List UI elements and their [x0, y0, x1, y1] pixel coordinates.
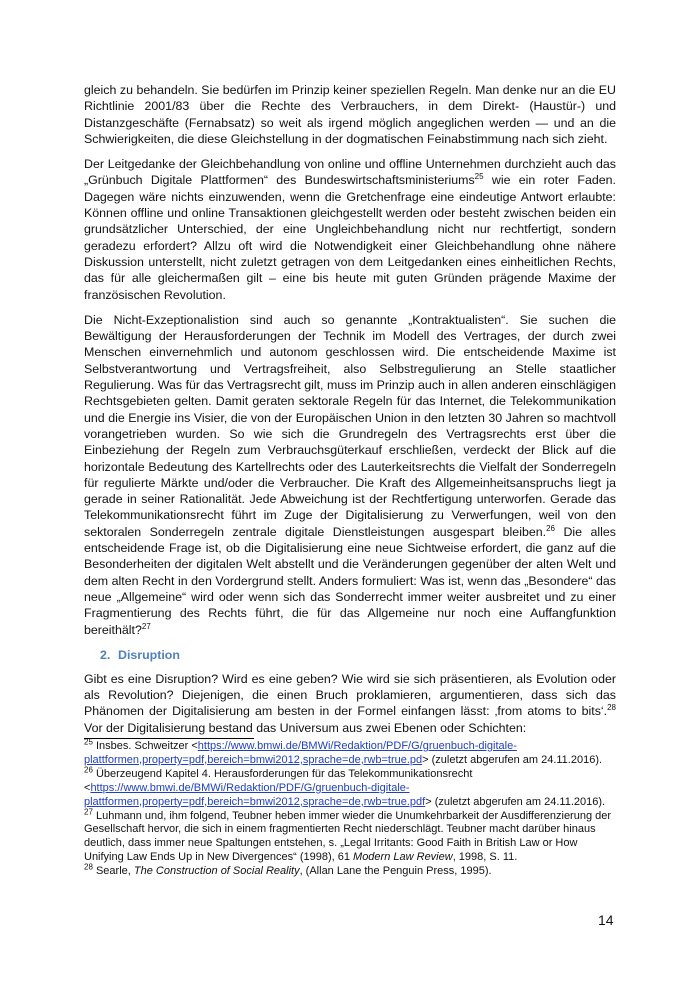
footnote-text: , 1998, S. 11. [452, 851, 518, 864]
footnote-27 [84, 806, 616, 866]
footnote-text: Luhmann und, ihm folgend, Teubner heben immer wieder die Unumkehrbarkeit der Ausdifferenzierung der Gesellschaft hervor, die sich in einem fragmentierten Recht niederschlägt. Teubner macht darüber hinaus deutlich, dass immer neue Spaltungen entstehen, s. „Legal Irritants: Good Faith in British Law or How Unifying Law Ends Up in New Divergences“ (1998), 61 [84, 809, 612, 864]
paragraph-4-text-a: Gibt es eine Disruption? Wird es eine geben? Wie wird sie sich präsentieren, als Evolution oder als Revolution? Diejenigen, die einen Bruch proklamieren, argumentieren, dass sich das Phänomen der Digitalisierung am besten in der Formel einfangen lässt: ‚from atoms to bits‘. [84, 671, 616, 719]
footnote-26 [84, 765, 616, 810]
footnote-text: Searle, [92, 865, 134, 878]
body-text [84, 82, 616, 745]
footnote-ref-27[interactable]: 27 [141, 621, 151, 631]
footnote-text: Insbes. Schweitzer < [92, 740, 198, 752]
page-number: 14 [598, 912, 614, 928]
footnote-25 [84, 737, 616, 768]
paragraph-3 [84, 312, 616, 638]
footnote-italic: The Construction of Social Reality [133, 865, 300, 878]
paragraph-2-text-a: Der Leitgedanke der Gleichbehandlung von online und offline Unternehmen durchzieht auch das „Grünbuch Digitale Plattformen“ des Bundeswirtschaftsministeriums [84, 157, 616, 188]
footnote-separator [84, 738, 254, 739]
footnote-link[interactable]: https://www.bmwi.de/BMWi/Redaktion/PDF/G/gruenbuch-digitale-plattformen,property=pdf,bereich=bmwi2012,sprache=de,rwb=true.pd [84, 740, 517, 766]
paragraph-4-text-b: Vor der Digitalisierung bestand das Universum aus zwei Ebenen oder Schichten: [84, 720, 527, 735]
footnote-number: 26 [84, 765, 93, 775]
paragraph-2 [84, 156, 616, 303]
footnote-number: 28 [84, 862, 93, 872]
footnote-number: 27 [84, 806, 93, 816]
paragraph-4 [84, 671, 616, 736]
paragraph-2-text-b: wie ein roter Faden. Dagegen wäre nichts einzuwenden, wenn die Gretchenfrage eine eindeutige Antwort erlaubte: Können offline und online Transaktionen gleichgestellt werden oder besteht zwischen beiden ein grundsätzlicher Unterschied, der eine Ungleichbehandlung nicht nur rechtfertigt, sondern geradezu erfordert? Allzu oft wird die Notwendigkeit einer Gleichbehandlung ohne nähere Diskussion unterstellt, nicht zuletzt getragen von dem Leitgedanken eines einheitlichen Rechts, das für alle gleichermaßen gilt – eine bis heute mit guten Gründen prägende Maxime der französischen Revolution. [84, 173, 616, 302]
paragraph-1: gleich zu behandeln. Sie bedürfen im Prinzip keiner speziellen Regeln. Man denke nur an die EU Richtlinie 2001/83 über die Rechte des Verbrauchers, in dem Direkt- (Haustür-) und Distanzgeschäfte (Fernabsatz) so weit als irgend möglich angeglichen werden — und an die Schwierigkeiten, die diese Gleichstellung in der dogmatischen Feinabstimmung nach sich zieht. [84, 83, 616, 146]
section-number: 2. [100, 647, 111, 662]
section-title: Disruption [118, 647, 180, 662]
footnotes [84, 737, 616, 879]
footnote-ref-25[interactable]: 25 [474, 172, 484, 182]
section-heading [100, 647, 616, 663]
footnote-text: > (zuletzt abgerufen am 24.11.2016). [422, 753, 603, 766]
footnote-italic: Modern Law Review [353, 851, 453, 864]
footnote-ref-26[interactable]: 26 [546, 523, 555, 533]
footnote-link[interactable]: https://www.bmwi.de/BMWi/Redaktion/PDF/G/gruenbuch-digitale-plattformen,property=pdf,bereich=bmwi2012,sprache=de,rwb=true.pdf [84, 781, 426, 808]
footnote-number: 25 [84, 737, 93, 747]
footnote-text: , (Allan Lane the Penguin Press, 1995). [299, 865, 492, 878]
footnote-28 [84, 862, 616, 879]
paragraph-3-text-b: Die alles entscheidende Frage ist, ob die Digitalisierung eine neue Sichtweise erfordert, die ganz auf die Besonderheiten der digitalen Welt abstellt und die Veränderungen gegenüber der alten Welt und dem alten Recht in den Vordergrund stellt. Anders formuliert: Was ist, wenn das „Besondere“ das neue „Allgemeine“ wird oder wenn sich das Sonderrecht immer weiter ausbreitet und zu einer Fragmentierung des Rechts führt, die für das Allgemeine nur noch eine Auffangfunktion bereithält? [84, 524, 617, 637]
footnote-ref-28[interactable]: 28 [607, 703, 616, 713]
paragraph-3-text-a: Die Nicht-Exzeptionalistion sind auch so genannte „Kontraktualisten“. Sie suchen die Bewältigung der Herausforderungen der Technik im Modell des Vertrages, der durch zwei Menschen einvernehmlich und autonom geschlossen wird. Die entscheidende Maxime ist Selbstverantwortung und Vertragsfreiheit, also Selbstregulierung an Stelle staatlicher Regulierung. Was für das Vertragsrecht gilt, muss im Prinzip auch in allen anderen einschlägigen Rechtsgebieten gelten. Damit geraten sektorale Regeln für das Internet, die Telekommunikation und die Energie ins Visier, die von der Europäischen Union in den letzten 30 Jahren so machtvoll vorangetrieben wurden. So wie sich die Grundregeln des Vertragsrechts erst über die Einbeziehung der Regeln zum Verbrauchsgüterkauf erschließen, verdeckt der Blick auf die horizontale Bedeutung des Kartellrechts oder des Lauterkeitsrechts die Vielfalt der Sonderregeln für regulierte Märkte und/oder die Verbraucher. Die Kraft des Allgemeinheitsanspruchs liegt ja gerade in seiner Rationalität. Jede Abweichung ist der Rechtfertigung unterworfen. Gerade das Telekommunikationsrecht führt im Zuge der Digitalisierung zu Verwerfungen, weil von den sektoralen Sonderregeln zentrale digitale Dienstleistungen ausgespart bleiben. [84, 312, 616, 539]
footnote-text: > (zuletzt abgerufen am 24.11.2016). [425, 795, 606, 808]
footnote-text: Überzeugend Kapitel 4. Herausforderungen für das Telekommunikationsrecht < [84, 767, 473, 794]
